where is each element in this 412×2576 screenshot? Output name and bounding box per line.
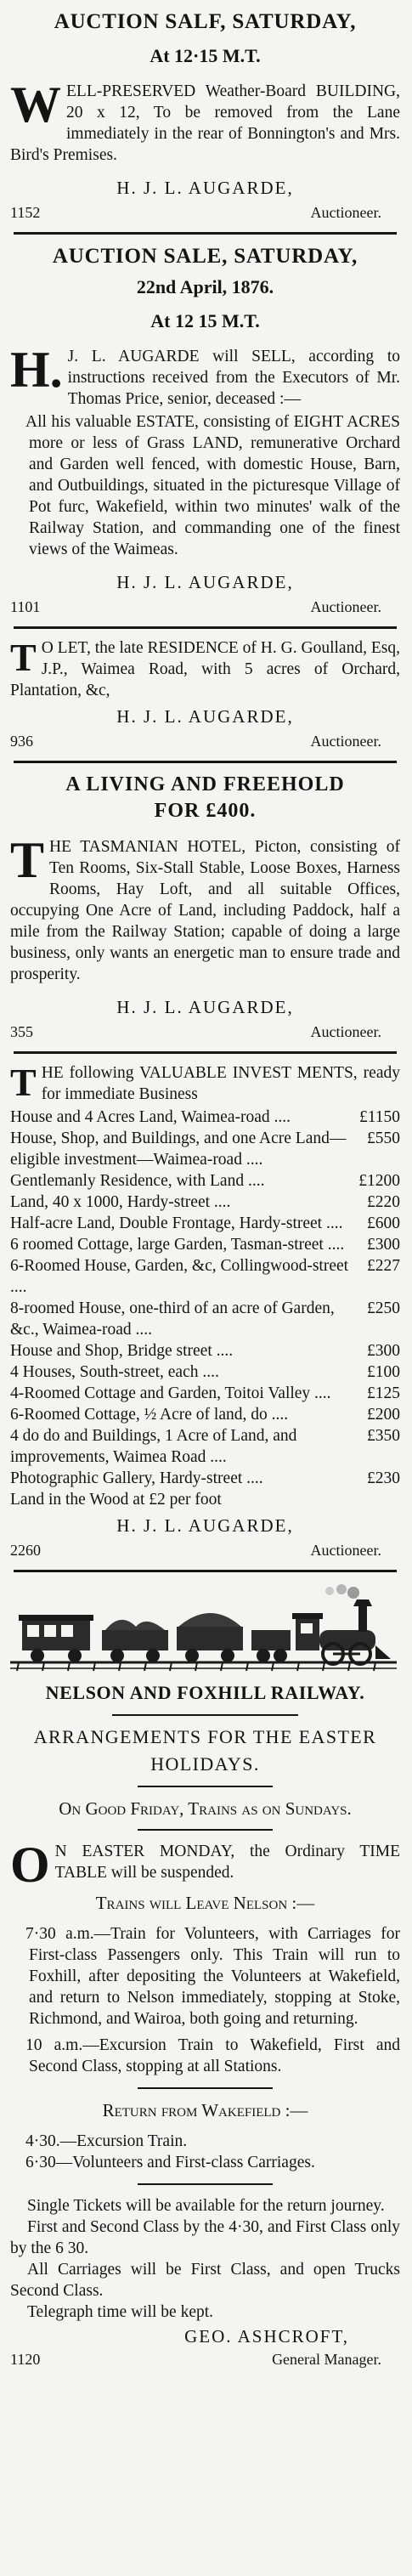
outbound-trains [10,1923,400,2077]
divider-rule [138,2183,273,2185]
listing-description: Half-acre Land, Double Frontage, Hardy-street .... [10,1214,343,1232]
ticket-notes [10,2195,400,2323]
property-listing [10,1213,400,1234]
listing-description: 8-roomed House, one-third of an acre of Garden, &c., Waimea-road .... [10,1299,335,1339]
railway-notice [10,1581,400,2369]
drop-cap: T [10,1061,37,1104]
auctioneer-name: H. J. L. AUGARDE, [116,997,294,1017]
listing-price: £550 [367,1129,400,1147]
divider-rule [14,232,397,235]
ad-heading-price: FOR £400. [154,800,257,822]
listing-price: £100 [367,1363,400,1381]
ad-body-text: All his valuable ESTATE, consisting of EIGHT ACRES more or less of Grass LAND, remunerative Orchard and Garden well fenced, with domestic House, Barn, and Outbuildings, situated in the picturesque Village of Pot furc, Wakefield, within two minutes' walk of the Railway Station, and commanding one of the finest views of the Waimeas. [25,413,400,558]
divider-rule [14,761,397,763]
ad-body [10,832,400,985]
property-listing [10,1107,400,1128]
drop-cap: T [10,832,45,888]
listing-price: £1150 [358,1108,400,1126]
ad-footer [10,733,397,750]
railway-subheading: ARRANGEMENTS FOR THE EASTER [33,1726,377,1747]
divider-rule [14,626,397,629]
ticket-note: First and Second Class by the 4·30, and First Class only by the 6 30. [10,2218,400,2257]
listing-description: Gentlemanly Residence, with Land .... [10,1172,265,1190]
listing-description: Photographic Gallery, Hardy-street .... [10,1469,263,1487]
listing-description: House, Shop, and Buildings, and one Acre Land—eligible investment—Waimea-road .... [10,1129,347,1169]
ad-heading: AUCTION SALF, SATURDAY, [54,10,357,33]
drop-cap: T [10,636,37,679]
divider-rule [138,1786,273,1787]
return-train-entry: 4·30.—Excursion Train. [25,2132,188,2150]
leave-nelson-heading: Trains will Leave Nelson :— [95,1893,315,1913]
ad-number: 355 [10,1023,33,1040]
property-listing [10,1298,400,1340]
ad-intro-text: J. L. AUGARDE will SELL, according to instructions received from the Executors of Mr. Thomas Price, senior, deceased :— [67,348,400,408]
ad-body [10,637,400,701]
auctioneer-name: H. J. L. AUGARDE, [116,572,294,592]
listing-price: £200 [367,1406,400,1424]
listing-description: 6 roomed Cottage, large Garden, Tasman-street .... [10,1236,345,1254]
ticket-note: Telegraph time will be kept. [27,2303,214,2321]
listing-price: £350 [367,1427,400,1445]
auction-ad-estate [10,243,400,616]
ad-body [10,76,400,166]
listing-description: House and 4 Acres Land, Waimea-road .... [10,1108,291,1126]
ad-date: 22nd April, 1876. [136,276,274,297]
listing-price: £600 [367,1214,400,1232]
property-listings [10,1107,400,1510]
ad-time: At 12 15 M.T. [150,310,260,331]
listing-price: £250 [367,1299,400,1317]
property-listing [10,1128,400,1170]
ad-footer [10,1542,397,1560]
listing-price: £220 [367,1193,400,1211]
listing-description: House and Shop, Bridge street .... [10,1342,234,1360]
return-trains [10,2131,400,2173]
property-listing [10,1404,400,1425]
ticket-note: Single Tickets will be available for the return journey. [27,2197,385,2215]
ad-footer [10,598,397,616]
return-heading: Return from Wakefield :— [102,2100,308,2120]
hotel-ad [10,772,400,1041]
listing-description: Land in the Wood at £2 per foot [10,1491,222,1509]
property-listing [10,1468,400,1489]
auctioneer-name: H. J. L. AUGARDE, [116,178,294,198]
auctioneer-title: Auctioneer. [310,598,381,615]
divider-rule [14,1051,397,1054]
auctioneer-title: Auctioneer. [310,1542,381,1559]
listing-price: £227 [367,1257,400,1275]
property-listing [10,1425,400,1468]
listing-description: 6-Roomed Cottage, ½ Acre of land, do .... [10,1406,289,1424]
train-illustration [10,1581,400,1674]
train-entry: 7·30 a.m.—Train for Volunteers, with Carriages for First-class Passengers only. This Train will run to Foxhill, after depositing the Volunteers at Wakefield, and return to Nelson immediately, stopping at Stoke, Richmond, and Wairoa, both going and returning. [25,1925,400,2028]
ad-footer [10,204,397,222]
divider-rule [138,1829,273,1831]
listing-price: £125 [367,1384,400,1402]
auctioneer-title: Auctioneer. [310,733,381,750]
property-listing [10,1340,400,1362]
easter-monday-text: N EASTER MONDAY, the Ordinary TIME TABLE will be suspended. [54,1843,400,1882]
listing-price: £230 [367,1469,400,1487]
ad-body [10,342,400,410]
divider-rule [138,2087,273,2089]
property-listing [10,1489,400,1510]
listing-price: £300 [367,1342,400,1360]
drop-cap: H. [10,342,63,398]
return-train-entry: 6·30—Volunteers and First-class Carriages. [25,2154,315,2171]
listing-description: Land, 40 x 1000, Hardy-street .... [10,1193,231,1211]
ad-body [10,1062,400,1105]
listing-description: 6-Roomed House, Garden, &c, Collingwood-street .... [10,1257,349,1296]
listing-price: £1200 [358,1172,400,1190]
divider-rule [14,1570,397,1572]
listing-description: 4 Houses, South-street, each .... [10,1363,219,1381]
easter-monday-notice [10,1837,400,1893]
railway-subheading-cont: HOLIDAYS. [150,1753,260,1775]
ad-number: 936 [10,733,33,750]
property-listing [10,1192,400,1213]
railway-heading: NELSON AND FOXHILL RAILWAY. [45,1682,365,1703]
good-friday-notice: On Good Friday, Trains as on Sundays. [59,1798,352,1819]
divider-rule [112,1714,298,1716]
property-listing [10,1234,400,1255]
drop-cap: O [10,1837,50,1893]
ad-number: 1120 [10,2351,41,2368]
ad-number: 2260 [10,1542,41,1559]
ad-number: 1101 [10,598,41,615]
auctioneer-title: Auctioneer. [310,1023,381,1040]
property-listing [10,1383,400,1404]
listing-description: 4-Roomed Cottage and Garden, Toitoi Valley .... [10,1384,331,1402]
auctioneer-name: H. J. L. AUGARDE, [116,706,294,727]
train-engraving-icon [10,1581,397,1674]
auctioneer-name: H. J. L. AUGARDE, [116,1515,294,1536]
property-listing [10,1170,400,1192]
to-let-ad [10,637,400,750]
drop-cap: W [10,76,61,133]
ad-heading: AUCTION SALE, SATURDAY, [52,245,358,268]
listing-price [393,1489,400,1510]
ad-time: At 12·15 M.T. [150,45,261,66]
investments-ad [10,1062,400,1560]
property-listing [10,1362,400,1383]
listing-price: £300 [367,1236,400,1254]
signatory-title: General Manager. [272,2351,381,2368]
auction-ad-building [10,8,400,222]
ad-footer [10,2351,397,2369]
ad-body-text: HE TASMANIAN HOTEL, Picton, consisting of Ten Rooms, Six-Stall Stable, Loose Boxes, Harness Rooms, Hay Loft, and all suitable Offices, occupying One Acre of Land, including Paddock, half a mile from the Railway Station; capable of doing a large business, only wants an energetic man to ensure trade and prosperity. [10,838,400,983]
ticket-note: All Carriages will be First Class, and open Trucks Second Class. [10,2261,400,2300]
signatory-name: GEO. ASHCROFT, [184,2326,349,2347]
ad-number: 1152 [10,204,41,221]
ad-heading: A LIVING AND FREEHOLD [65,773,345,795]
ad-intro-text: HE following VALUABLE INVEST MENTS, ready for immediate Business [41,1064,400,1103]
listing-description: 4 do do and Buildings, 1 Acre of Land, and improvements, Waimea Road .... [10,1427,297,1466]
ad-body-text: ELL-PRESERVED Weather-Board BUILDING, 20 x 12, To be removed from the Lane immediately in the rear of Bonnington's and Mrs. Bird's Premises. [10,82,400,164]
ad-footer [10,1023,397,1041]
auctioneer-title: Auctioneer. [310,204,381,221]
train-entry: 10 a.m.—Excursion Train to Wakefield, First and Second Class, stopping at all Stations. [25,2036,400,2075]
property-listing [10,1255,400,1298]
ad-body-text: O LET, the late RESIDENCE of H. G. Goulland, Esq, J.P., Waimea Road, with 5 acres of Orchard, Plantation, &c, [10,639,400,699]
